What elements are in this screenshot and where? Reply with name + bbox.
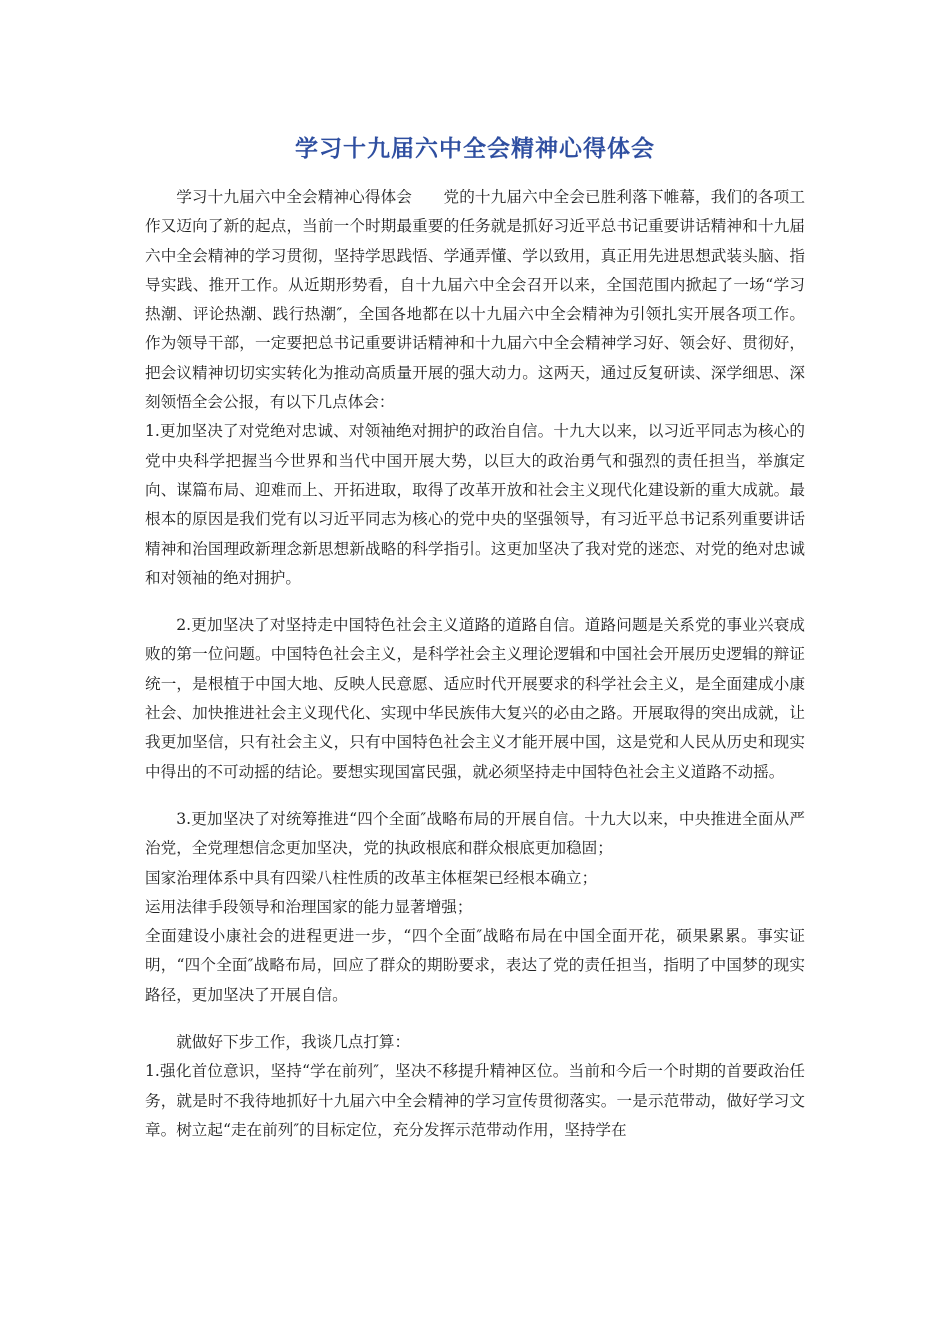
paragraph: 就做好下步工作，我谈几点打算： xyxy=(176,1033,411,1052)
paragraph: 2.更加坚决了对坚持走中国特色社会主义道路的道路自信。道路问题是关系党的事业兴衰成败的第一位问题。中国特色社会主义，是科学社会主义理论逻辑和中国社会开展历史逻辑的辩证统一，是根植于中国大地、反映人民意愿、适应时代开展要求的科学社会主义，是全面建成小康社会、加快推进社会主义现代化、实现中华民族伟大复兴的必由之路。开展取得的突出成就，让我更加坚信，只有社会主义，只有中国特色社会主义才能开展中国，这是党和人民从历史和现实中得出的不可动摇的结论。要想实现国富民强，就必须坚持走中国特色社会主义道路不动摇。 xyxy=(145,616,805,781)
page-title: 学习十九届六中全会精神心得体会 xyxy=(295,136,655,162)
paragraph: 1.强化首位意识，坚持“学在前列″，坚决不移提升精神区位。当前和今后一个时期的首要政治任务，就是时不我待地抓好十九届六中全会精神的学习宣传贯彻落实。一是示范带动，做好学习文章。树立起“走在前列″的目标定位，充分发挥示范带动作用，坚持学在 xyxy=(145,1062,805,1139)
paragraph: 运用法律手段领导和治理国家的能力显著增强； xyxy=(145,897,473,916)
document-body xyxy=(145,183,805,1145)
paragraph: 学习十九届六中全会精神心得体会 党的十九届六中全会已胜利落下帷幕，我们的各项工作又迈向了新的起点，当前一个时期最重要的任务就是抓好习近平总书记重要讲话精神和十九届六中全会精神的学习贯彻，坚持学思践悟、学通弄懂、学以致用，真正用先进思想武装头脑、指导实践、推开工作。从近期形势看，自十九届六中全会召开以来，全国范围内掀起了一场“学习热潮、评论热潮、践行热潮″，全国各地都在以十九届六中全会精神为引领扎实开展各项工作。作为领导干部，一定要把总书记重要讲话精神和十九届六中全会精神学习好、领会好、贯彻好，把会议精神切切实实转化为推动高质量开展的强大动力。这两天，通过反复研读、深学细思、深刻领悟全会公报，有以下几点体会： xyxy=(145,188,805,412)
paragraph: 3.更加坚决了对统筹推进“四个全面″战略布局的开展自信。十九大以来，中央推进全面从严治党，全党理想信念更加坚决，党的执政根底和群众根底更加稳固； xyxy=(145,809,805,858)
paragraph: 全面建设小康社会的进程更进一步，“四个全面″战略布局在中国全面开花，硕果累累。事实证明，“四个全面″战略布局，回应了群众的期盼要求，表达了党的责任担当，指明了中国梦的现实路径，更加坚决了开展自信。 xyxy=(145,927,805,1004)
paragraph: 国家治理体系中具有四梁八柱性质的改革主体框架已经根本确立； xyxy=(145,868,598,887)
paragraph: 1.更加坚决了对党绝对忠诚、对领袖绝对拥护的政治自信。十九大以来，以习近平同志为核心的党中央科学把握当今世界和当代中国开展大势，以巨大的政治勇气和强烈的责任担当，举旗定向、谋篇布局、迎难而上、开拓进取，取得了改革开放和社会主义现代化建设新的重大成就。最根本的原因是我们党有以习近平同志为核心的党中央的坚强领导，有习近平总书记系列重要讲话精神和治国理政新理念新思想新战略的科学指引。这更加坚决了我对党的迷恋、对党的绝对忠诚和对领袖的绝对拥护。 xyxy=(145,422,805,587)
